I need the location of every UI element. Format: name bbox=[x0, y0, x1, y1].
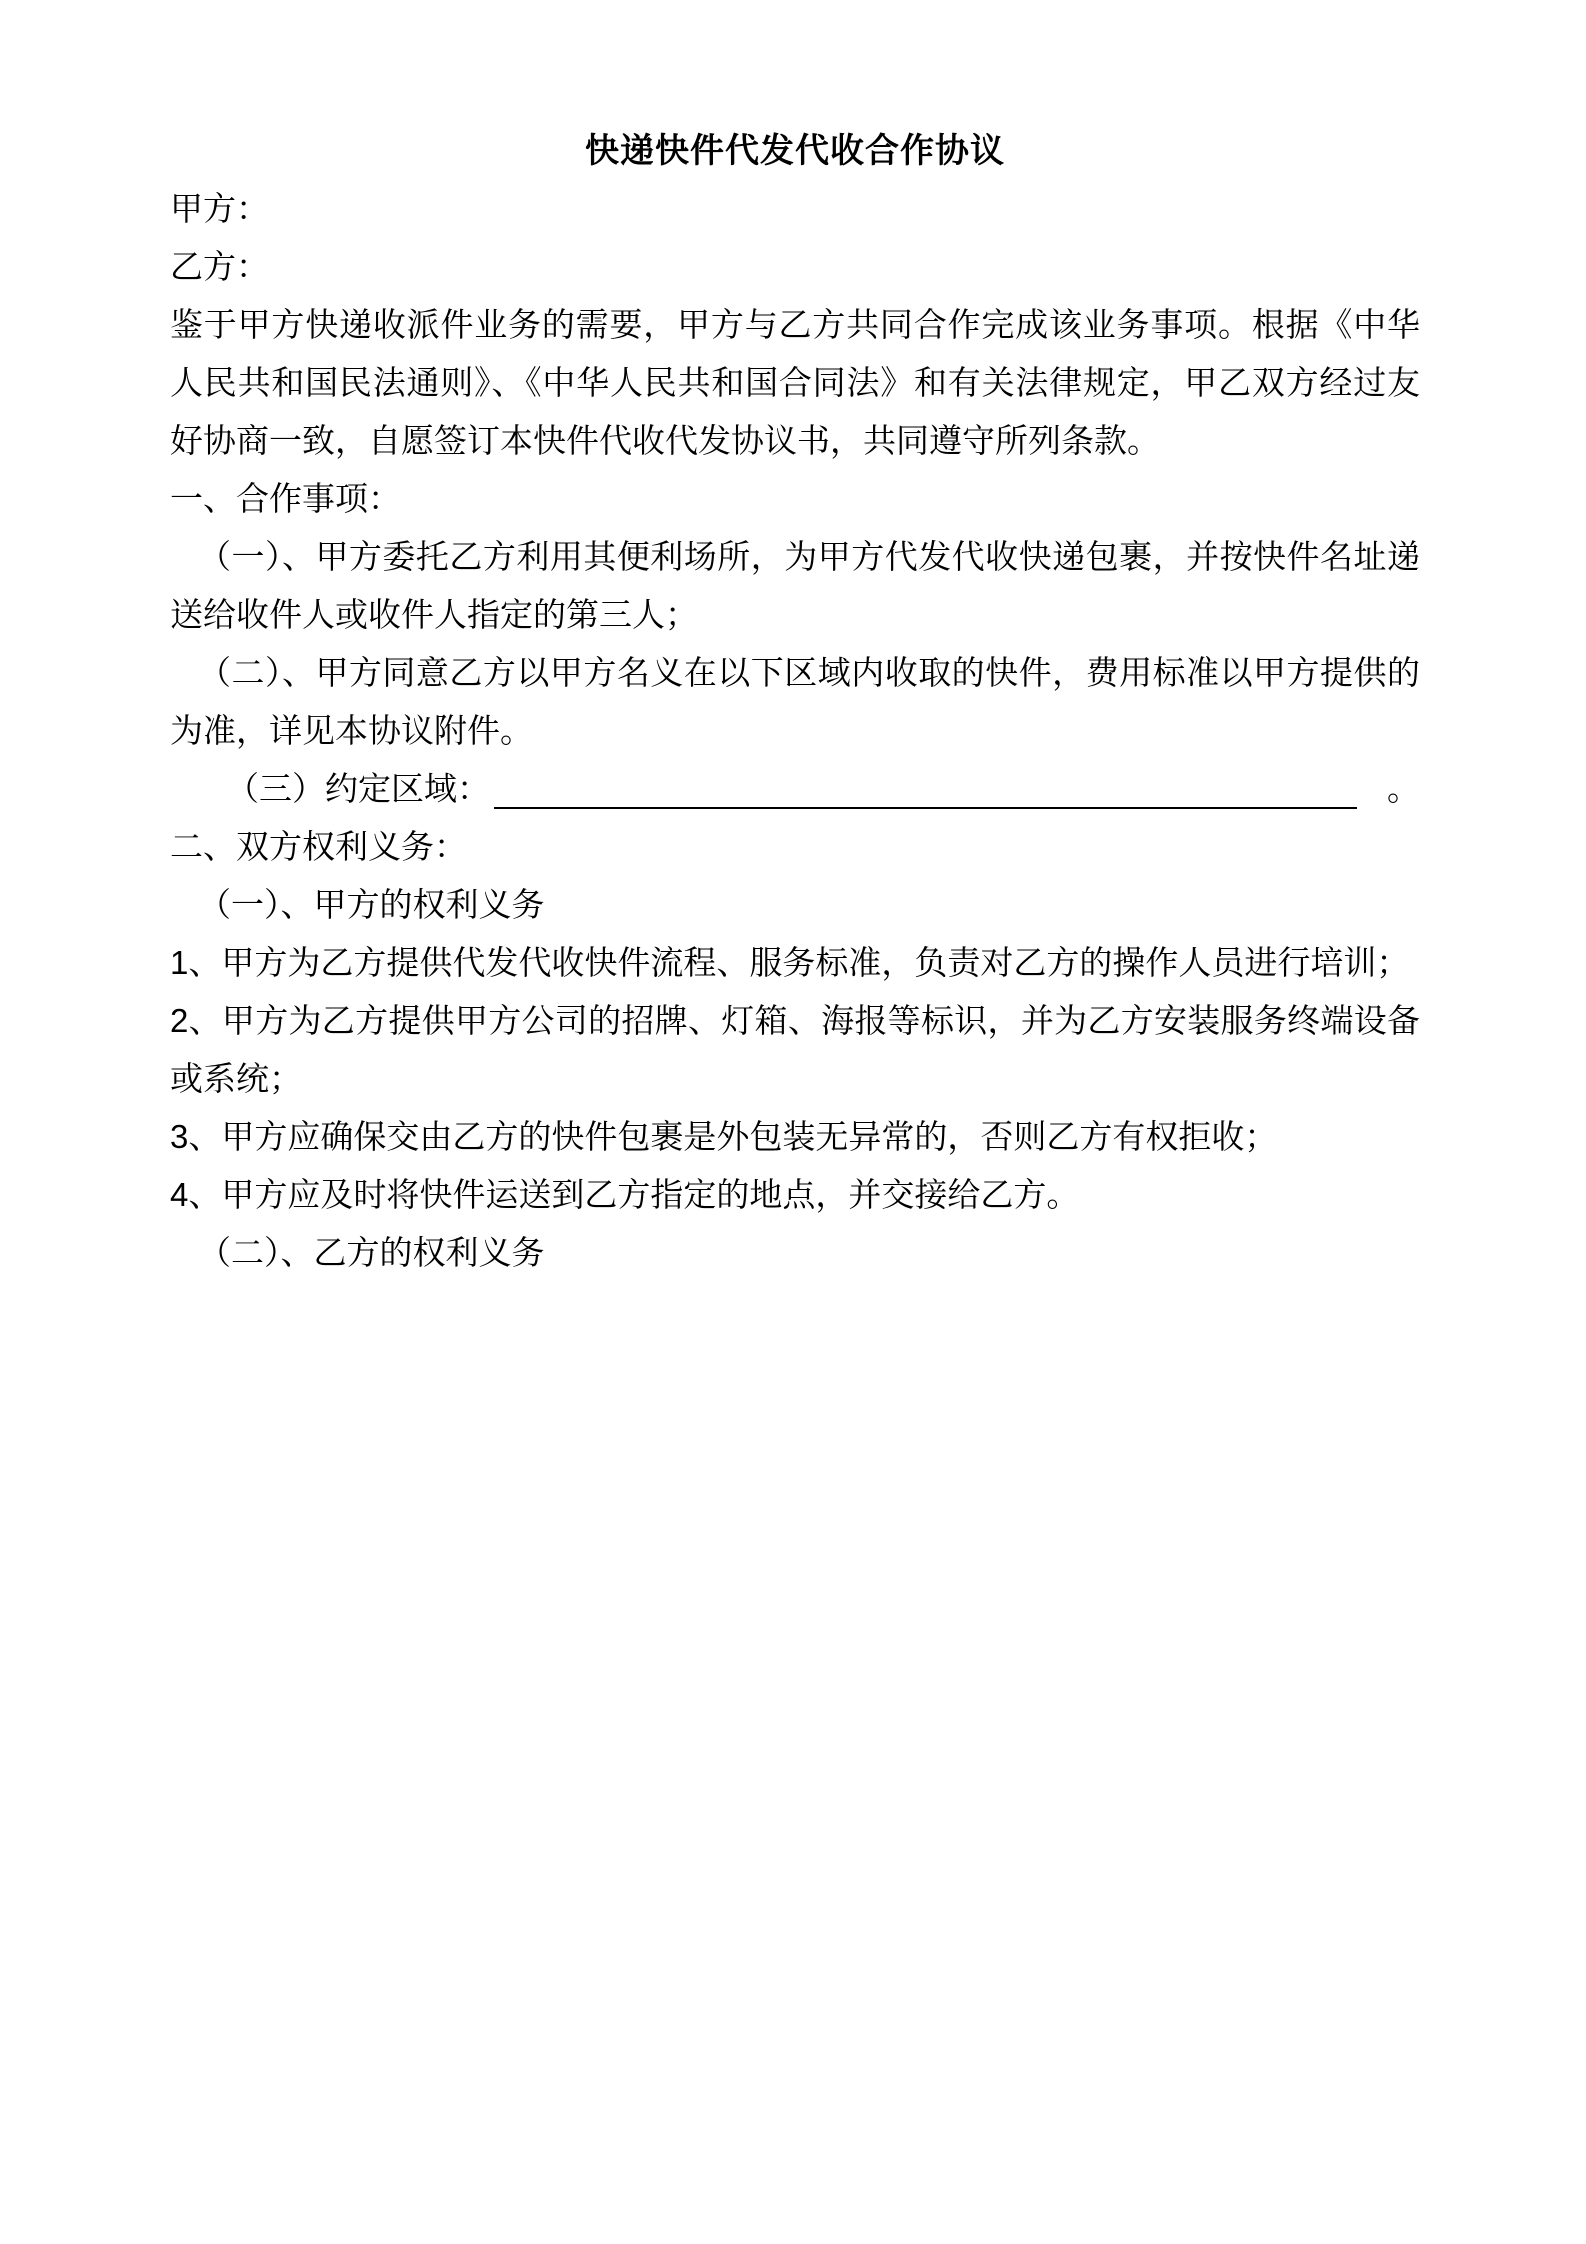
party-b-line: 乙方： bbox=[170, 248, 269, 285]
party-a-duty-2: 2、甲方为乙方提供甲方公司的招牌、灯箱、海报等标识，并为乙方安装服务终端设备或系统； bbox=[170, 1002, 1420, 1097]
clause-2-1-heading: （一）、甲方的权利义务 bbox=[198, 886, 545, 923]
preamble: 鉴于甲方快递收派件业务的需要，甲方与乙方共同合作完成该业务事项。根据《中华人民共和国民法通则》、《中华人民共和国合同法》和有关法律规定，甲乙双方经过友好协商一致，自愿签订本快件代收代发协议书，共同遵守所列条款。 bbox=[170, 306, 1420, 459]
fill-blank-underline[interactable] bbox=[494, 760, 1357, 809]
party-a-duty-3: 3、甲方应确保交由乙方的快件包裹是外包装无异常的，否则乙方有权拒收； bbox=[170, 1118, 1278, 1155]
section-2-heading: 二、双方权利义务： bbox=[170, 828, 467, 865]
clause-1-3-agreed-area bbox=[170, 760, 1420, 818]
fill-suffix: 。 bbox=[1387, 770, 1420, 807]
document-body bbox=[170, 180, 1420, 1282]
fill-label: （三）约定区域： bbox=[226, 770, 490, 807]
clause-1-2: （二）、甲方同意乙方以甲方名义在以下区域内收取的快件，费用标准以甲方提供的为准，详见本协议附件。 bbox=[170, 654, 1420, 749]
party-a-duty-1: 1、甲方为乙方提供代发代收快件流程、服务标准，负责对乙方的操作人员进行培训； bbox=[170, 944, 1410, 981]
section-1-heading: 一、合作事项： bbox=[170, 480, 401, 517]
party-a-line: 甲方： bbox=[170, 190, 269, 227]
document-title: 快递快件代发代收合作协议 bbox=[585, 132, 1005, 170]
clause-2-2-heading: （二）、乙方的权利义务 bbox=[198, 1234, 545, 1271]
clause-1-1: （一）、甲方委托乙方利用其便利场所，为甲方代发代收快递包裹，并按快件名址递送给收件人或收件人指定的第三人； bbox=[170, 538, 1420, 633]
party-a-duty-4: 4、甲方应及时将快件运送到乙方指定的地点，并交接给乙方。 bbox=[170, 1176, 1080, 1213]
